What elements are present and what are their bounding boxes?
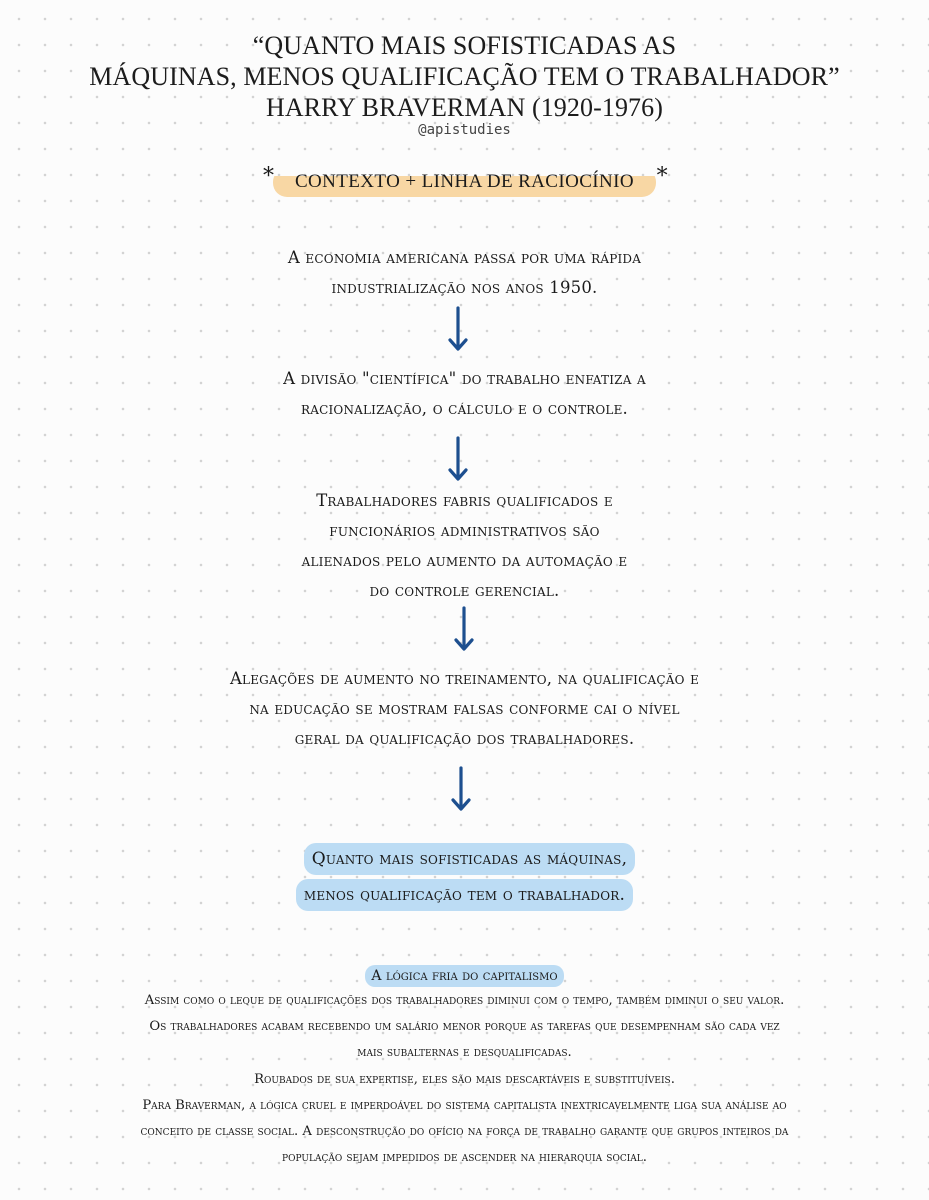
- step-3-line: Trabalhadores fabris qualificados e: [316, 491, 613, 510]
- step-2-line: A divisão "científica" do trabalho enfatiza a: [283, 369, 646, 388]
- step-1: [0, 243, 929, 303]
- conclusion-line-1: Quanto mais sofisticadas as máquinas,: [304, 843, 635, 875]
- quote-title: [0, 30, 929, 123]
- step-3-line: funcionários administrativos são: [329, 521, 600, 540]
- context-heading-wrap: [0, 164, 929, 197]
- step-3: [0, 486, 929, 606]
- logic-line: mais subalternas e desqualificadas.: [357, 1045, 572, 1061]
- step-4-line: na educação se mostram falsas conforme cai o nível: [249, 699, 680, 718]
- step-2-line: racionalização, o cálculo e o controle.: [300, 399, 629, 418]
- author-line: HARRY BRAVERMAN (1920-1976): [265, 93, 664, 122]
- quote-line-1: “QUANTO MAIS SOFISTICADAS AS: [252, 31, 677, 60]
- context-heading: [262, 164, 668, 197]
- logic-line: conceito de classe social. A desconstrução do ofício na força de trabalho garante que grupos inteiros da: [140, 1124, 789, 1140]
- logic-line: Roubados de sua expertise, eles são mais descartáveis e substituíveis.: [254, 1071, 675, 1087]
- step-3-line: alienados pelo aumento da automação e: [301, 551, 628, 570]
- step-1-line: A economia americana passa por uma rápida: [287, 248, 642, 267]
- step-4-line: Alegações de aumento no treinamento, na qualificação e: [229, 669, 700, 688]
- quote-line-2: MÁQUINAS, MENOS QUALIFICAÇÃO TEM O TRABALHADOR”: [89, 62, 840, 91]
- step-4-line: geral da qualificação dos trabalhadores.: [294, 729, 635, 748]
- logic-line: Para Braverman, a lógica cruel e imperdoável do sistema capitalista inextricavelmente liga sua análise ao: [142, 1097, 787, 1113]
- logic-line: Os trabalhadores acabam recebendo um salário menor porque as tarefas que desempenham são cada vez: [149, 1019, 780, 1035]
- conclusion: [0, 843, 929, 915]
- author-handle: @apistudies: [418, 122, 511, 138]
- step-4: [0, 664, 929, 754]
- step-2: [0, 364, 929, 424]
- down-arrow-icon: [450, 766, 472, 812]
- down-arrow-icon: [447, 436, 469, 482]
- logic-paragraph: [40, 988, 889, 1171]
- logic-line: Assim como o leque de qualificações dos trabalhadores diminui com o tempo, também diminui o seu valor.: [144, 993, 785, 1008]
- down-arrow-icon: [447, 306, 469, 352]
- context-label: CONTEXTO + LINHA DE RACIOCÍNIO: [294, 171, 634, 192]
- star-left-icon: *: [262, 164, 275, 189]
- step-3-line: do controle gerencial.: [369, 581, 560, 600]
- logic-heading: A lógica fria do capitalismo: [365, 965, 563, 987]
- star-right-icon: *: [656, 164, 668, 189]
- logic-heading-wrap: [0, 965, 929, 987]
- logic-line: população sejam impedidos de ascender na hierarquia social.: [282, 1150, 647, 1166]
- step-1-line: industrialização nos anos 1950.: [331, 278, 598, 297]
- conclusion-line-2: menos qualificação tem o trabalhador.: [296, 879, 633, 911]
- down-arrow-icon: [453, 606, 475, 652]
